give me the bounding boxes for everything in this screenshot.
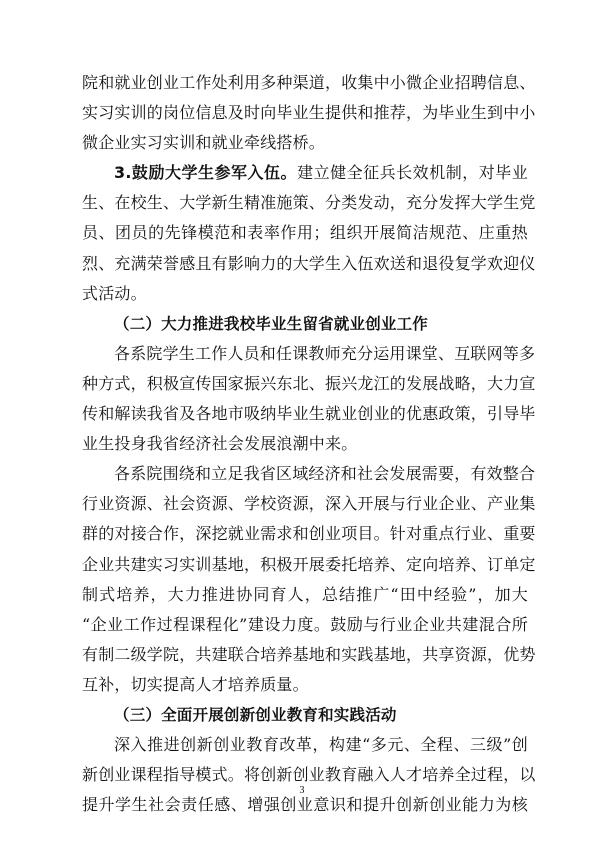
body-line: 群的对接合作，深挖就业需求和创业项目。针对重点行业、重要: [82, 524, 536, 544]
body-line: 互补，切实提高人才培养质量。: [82, 674, 309, 694]
section-heading: （三）全面开展创新创业教育和实践活动: [114, 705, 397, 724]
body-line: 制式培养，大力推进协同育人，总结推广“田中经验”，加大: [82, 584, 528, 604]
body-line: 行业资源、社会资源、学校资源，深入开展与行业企业、产业集: [82, 494, 536, 514]
body-line: 种方式，积极宣传国家振兴东北、振兴龙江的发展战略，大力宣: [82, 373, 536, 393]
body-line: 生、在校生、大学新生精准施策、分类发动，充分发挥大学生党: [82, 193, 536, 213]
section-heading: （二）大力推进我校毕业生留省就业创业工作: [114, 314, 429, 333]
body-line: 各系院围绕和立足我省区域经济和社会发展需要，有效整合: [114, 464, 536, 484]
body-line: 烈、充满荣誉感且有影响力的大学生入伍欢送和退役复学欢迎仪: [82, 253, 536, 273]
body-line: 提升学生社会责任感、增强创业意识和提升创新创业能力为核: [82, 795, 528, 815]
page-number: 3: [299, 785, 305, 796]
document-body: [82, 68, 536, 820]
body-line: 业生投身我省经济社会发展浪潮中来。: [82, 434, 358, 454]
body-line: 传和解读我省及各地市吸纳毕业生就业创业的优惠政策，引导毕: [82, 404, 536, 424]
body-line: 企业共建实习实训基地，积极开展委托培养、定向培养、订单定: [82, 554, 536, 574]
body-line: 深入推进创新创业教育改革，构建“多元、全程、三级”创: [114, 735, 528, 755]
body-line: 员、团员的先锋模范和表率作用；组织开展简洁规范、庄重热: [82, 223, 528, 243]
body-line: 新创业课程指导模式。将创新创业教育融入人才培养全过程，以: [82, 765, 536, 785]
body-line: 实习实训的岗位信息及时向毕业生提供和推荐，为毕业生到中小: [82, 103, 536, 123]
body-line: 院和就业创业工作处利用多种渠道，收集中小微企业招聘信息、: [82, 73, 536, 92]
body-line: [82, 158, 528, 188]
body-line: 微企业实习实训和就业牵线搭桥。: [82, 133, 326, 153]
subsection-title: 3.鼓励大学生参军入伍。: [114, 163, 298, 183]
body-text: 建立健全征兵长效机制，对毕业: [297, 163, 528, 183]
body-line: 各系院学生工作人员和任课教师充分运用课堂、互联网等多: [114, 343, 536, 363]
body-line: “企业工作过程课程化”建设力度。鼓励与行业企业共建混合所: [82, 614, 528, 634]
body-line: 式活动。: [82, 283, 147, 303]
body-line: 有制二级学院，共建联合培养基地和实践基地，共享资源，优势: [82, 644, 536, 664]
